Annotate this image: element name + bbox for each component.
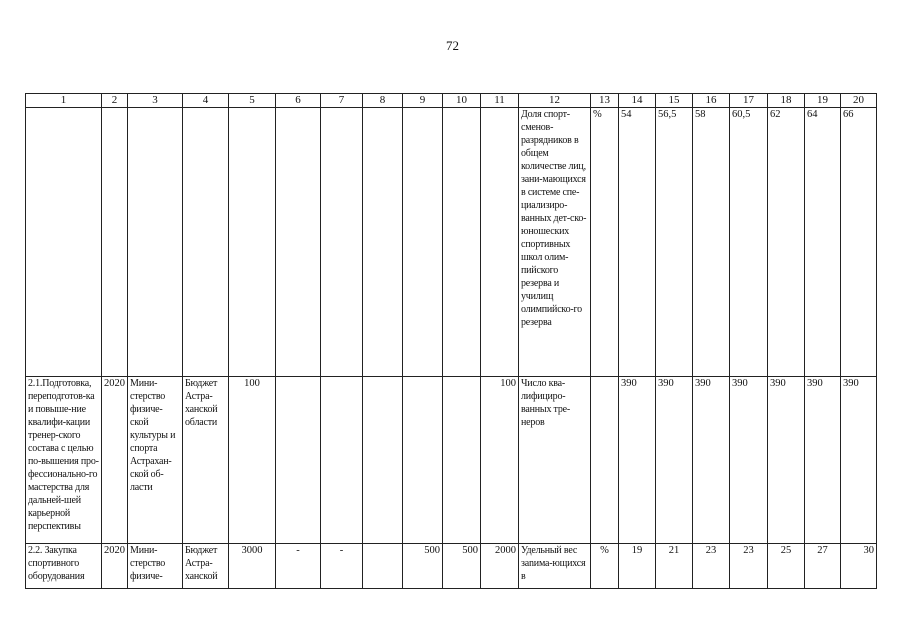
table-row <box>26 108 877 377</box>
cell-value: 390 <box>805 377 841 544</box>
table-row <box>26 377 877 544</box>
cell-value <box>403 108 443 377</box>
header-cell: 14 <box>619 94 656 108</box>
cell-year: 2020 <box>102 544 128 589</box>
cell-unit: % <box>591 544 619 589</box>
header-cell: 6 <box>276 94 321 108</box>
table-row <box>26 544 877 589</box>
cell-value: 100 <box>229 377 276 544</box>
header-cell: 3 <box>128 94 183 108</box>
cell-executor: Мини-стерство физиче-ской культуры и спорта Астрахан-ской об-ласти <box>128 377 183 544</box>
cell-value: 62 <box>768 108 805 377</box>
header-row <box>26 94 877 108</box>
cell-value: 100 <box>481 377 519 544</box>
cell-value <box>276 108 321 377</box>
header-cell: 15 <box>656 94 693 108</box>
header-cell: 11 <box>481 94 519 108</box>
cell-value: 390 <box>693 377 730 544</box>
cell-value: 64 <box>805 108 841 377</box>
cell-value: 390 <box>619 377 656 544</box>
header-cell: 7 <box>321 94 363 108</box>
cell-value: 19 <box>619 544 656 589</box>
cell-value: 3000 <box>229 544 276 589</box>
cell-value: - <box>321 544 363 589</box>
cell-value <box>321 108 363 377</box>
cell-value: 56,5 <box>656 108 693 377</box>
cell-executor <box>128 108 183 377</box>
cell-year: 2020 <box>102 377 128 544</box>
cell-value: 60,5 <box>730 108 768 377</box>
header-cell: 5 <box>229 94 276 108</box>
header-cell: 20 <box>841 94 877 108</box>
cell-value: 390 <box>841 377 877 544</box>
header-cell: 9 <box>403 94 443 108</box>
header-cell: 1 <box>26 94 102 108</box>
cell-value: 390 <box>656 377 693 544</box>
cell-value: 27 <box>805 544 841 589</box>
cell-executor: Мини-стерство физиче- <box>128 544 183 589</box>
cell-source: Бюджет Астра-ханской <box>183 544 229 589</box>
cell-unit: % <box>591 108 619 377</box>
program-table <box>25 93 877 589</box>
cell-value: 500 <box>403 544 443 589</box>
cell-value: 25 <box>768 544 805 589</box>
cell-source <box>183 108 229 377</box>
cell-value: 58 <box>693 108 730 377</box>
cell-indicator: Число ква-лифициро-ванных тре-неров <box>519 377 591 544</box>
cell-value: 23 <box>730 544 768 589</box>
header-cell: 4 <box>183 94 229 108</box>
cell-value: 500 <box>443 544 481 589</box>
cell-value: 21 <box>656 544 693 589</box>
cell-value <box>321 377 363 544</box>
header-cell: 8 <box>363 94 403 108</box>
header-cell: 12 <box>519 94 591 108</box>
cell-value: 2000 <box>481 544 519 589</box>
cell-value: 54 <box>619 108 656 377</box>
cell-value: 390 <box>730 377 768 544</box>
cell-value <box>443 377 481 544</box>
cell-indicator: Доля спорт-сменов-разрядников в общем количестве лиц, зани-мающихся в системе спе-циализиро-ванных дет-ско-юношеских спортивных школ олим-пийского резерва и училищ олимпийско-го резерва <box>519 108 591 377</box>
cell-value: 390 <box>768 377 805 544</box>
header-cell: 17 <box>730 94 768 108</box>
cell-indicator: Удельный вес зanима-ющихся в <box>519 544 591 589</box>
header-cell: 2 <box>102 94 128 108</box>
cell-value: 23 <box>693 544 730 589</box>
cell-value <box>229 108 276 377</box>
header-cell: 10 <box>443 94 481 108</box>
cell-unit <box>591 377 619 544</box>
page-number: 72 <box>446 38 459 53</box>
header-cell: 16 <box>693 94 730 108</box>
header-cell: 19 <box>805 94 841 108</box>
cell-value <box>443 108 481 377</box>
cell-year <box>102 108 128 377</box>
cell-value <box>363 377 403 544</box>
cell-value: 66 <box>841 108 877 377</box>
cell-activity: 2.2. Закупка спортивного оборудования <box>26 544 102 589</box>
cell-source: Бюджет Астра-ханской области <box>183 377 229 544</box>
cell-value <box>276 377 321 544</box>
header-cell: 18 <box>768 94 805 108</box>
cell-value <box>363 108 403 377</box>
cell-value <box>481 108 519 377</box>
cell-value <box>363 544 403 589</box>
cell-value <box>403 377 443 544</box>
cell-value: - <box>276 544 321 589</box>
cell-activity: 2.1.Подготовка, переподготов-ка и повыше-ние квалифи-кации тренер-ского состава с целью по-вышения про-фессионально-го мастерства для дальней-шей карьерной перспективы <box>26 377 102 544</box>
cell-value: 30 <box>841 544 877 589</box>
cell-activity <box>26 108 102 377</box>
header-cell: 13 <box>591 94 619 108</box>
